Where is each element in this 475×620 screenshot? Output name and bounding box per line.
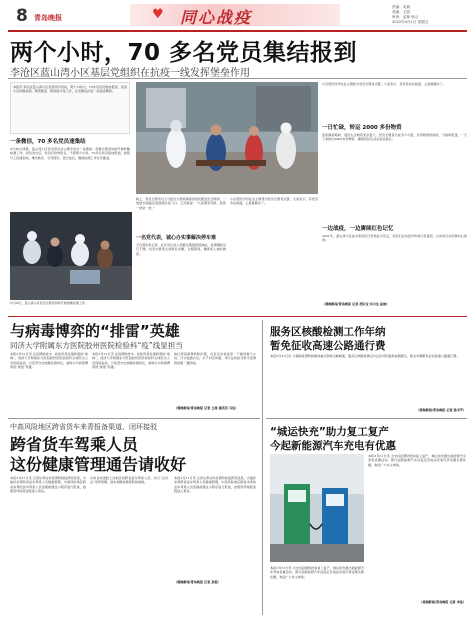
lead-col2-text2: 王玲燕告诉记者，社区有位老人需要定期到医院透析，疫情期间出行不便，党员志愿者主动联系车辆，全程陪同，确保老人按时就医。 [136, 243, 226, 256]
story5-text-2: 本报3月31日讯 为支持疫情防控和复工复产，城运快充推出新能源汽车充电优惠活动，即日起新能源汽车在指定充电站充电可享受服务费优惠，欢迎广大车主体验。 [270, 566, 364, 579]
story4-byline: （观海新闻/青岛晚报 记者 骆书平） [416, 408, 466, 412]
photo-caption: 3月30日，蓝山湾小区党员志愿者协助开展核酸检测工作。 [10, 301, 88, 305]
lead-col4-text: 小区居民纷纷在业主群里为党员志愿者点赞，大家表示，有党员冲在前面，心里就踏实了。 [322, 82, 446, 86]
photo-residents-testing [10, 212, 132, 300]
paper-name: 青岛晚报 [34, 14, 62, 22]
lead-col1-subhead: 一条微信，70 多名党员速集结 [10, 139, 86, 145]
section-name: 同心战疫 [180, 8, 253, 27]
lead-intro: 本报讯 李沧区蓝山湾小区党员闻令而动，两个小时内，70多名党员集结报到，投身小区核酸检测、物资配送、防控值守等工作，让党旗在抗疫一线高高飘扬。 [10, 82, 130, 134]
story2-subtitle: 同济大学附属东方医院胶州医院检验科“疫”线显担当 [10, 341, 183, 350]
editor-text: 责编：吴斌 [392, 5, 410, 9]
story5-text: 本报3月31日讯 为支持疫情防控和复工复产，城运快充推出新能源汽车充电优惠活动，即日起新能源汽车在指定充电站充电可享受服务费优惠，欢迎广大车主体验。 [368, 454, 466, 467]
heart-icon: ♥ [152, 7, 164, 22]
masthead [0, 0, 475, 36]
lead-col2-text: 晚上，党员志愿者们又分批次为居家隔离的居民配送生活物资，一袋袋米面蔬菜送到居民家门口。王玲燕说：“大家都是邻居，能帮一把是一把。” [136, 197, 226, 210]
staff-info [392, 5, 428, 25]
lead-byline: （观海新闻/青岛晚报 记者 胡以宝 实习生 赵雨） [322, 302, 390, 306]
column-divider [262, 320, 263, 615]
story5-title-line-1: “城运快充”助力复工复产 [270, 426, 389, 438]
story5-byline: （观海新闻/青岛晚报 记者 李佳） [419, 600, 466, 604]
art-text: 美编：王丽 [392, 10, 410, 14]
divider [266, 418, 467, 419]
story3-byline: （观海新闻/青岛晚报 记者 孙雯） [174, 580, 221, 584]
lead-column-3 [230, 197, 318, 297]
lead-subtitle: 李沧区蓝山湾小区基层党组织在抗疫一线发挥堡垒作用 [10, 68, 250, 79]
masthead-rule [8, 30, 467, 32]
divider [8, 78, 467, 79]
story4-text: 本报3月31日讯 为保障疫情防控期间重点物资运输畅通，服务区核酸检测点为过往司机提供检测服务，相关车辆暂免征收高速公路通行费。 [270, 354, 460, 358]
story3-title-line-1: 跨省货车驾乘人员 [10, 435, 139, 454]
story2-text-2: 本报3月31日讯 在疫情防控中，检验科是发现病毒的“前哨”，同济大学附属东方医院胶州医院检验科全体医务人员连续奋战，日夜坚守在核酸检测岗位，被称为与病毒博弈的“排雷”英雄。 [92, 352, 170, 370]
photo-volunteers-street [136, 82, 318, 194]
date-text: 2022年4月1日 星期五 [392, 20, 429, 24]
story2-text-1: 本报3月31日讯 在疫情防控中，检验科是发现病毒的“前哨”，同济大学附属东方医院胶州医院检验科全体医务人员连续奋战，日夜坚守在核酸检测岗位，被称为与病毒博弈的“排雷”英雄。 [10, 352, 88, 370]
lead-col1-text: 3月30日清晨，蓝山湾小区党支部在业主群中发出一条微信：需要志愿者协助开展核酸检测工作。消息发出后，党员们纷纷报名，不到两个小时，70多名党员集结报到，按照分工迅速到岗，维持秩序、引导居民、登记信息，确保检测工作有序推进。 [10, 147, 130, 160]
lead-column-1 [10, 82, 130, 209]
lead-col2-subhead: 一名党代表，诚心办实事解决停车难 [136, 235, 217, 241]
lead-col4-subhead-2: 一边战疫，一边赓续红色记忆 [322, 226, 394, 232]
story3-text-1: 本报3月31日讯 记者从青岛市疫情防控指挥部获悉，为做好来青跨省货车驾乘人员健康管理，中高风险地区跨省来青的货车驾乘人员需提前通过小程序进行报备，按照闭环接驳流程进入青岛。 [10, 476, 86, 494]
lead-title: 两个小时，70 多名党员集结报到 [10, 40, 358, 66]
story4-subtitle: 暂免征收高速公路通行费 [270, 340, 386, 352]
story3-text-3: 本报3月31日讯 记者从青岛市疫情防控指挥部获悉，为做好来青跨省货车驾乘人员健康管理，中高风险地区跨省来青的货车驾乘人员需提前通过小程序进行报备，按照闭环接驳流程进入青岛。 [174, 476, 256, 494]
story3-text-2: 对来自或途经上述地区的跨省货车驾乘人员，实行“点对点”闭环管理，落实核酸检测等防控措施。 [90, 476, 168, 485]
page-number: 8 [16, 6, 28, 26]
lead-column-4 [322, 82, 467, 306]
lead-col4-text3: 2021年，蓝山湾小区成为李沧区红色物业示范点，党员们在抗疫中传承红色基因，以实际行动诠释初心使命。 [322, 234, 467, 243]
story3-kicker: 中高风险地区跨省货车来青报备渠道、闭环接驳 [10, 423, 157, 431]
photo-charging-station [270, 454, 364, 562]
divider [8, 418, 260, 419]
lead-col3-text: 小区居民纷纷在业主群里为党员志愿者点赞，大家表示，有党员冲在前面，心里就踏实了。 [230, 197, 318, 206]
story4-title: 服务区核酸检测工作年纳 [270, 326, 386, 338]
story2-byline: （观海新闻/青岛晚报 记者 王涛 通讯员 马洁） [174, 406, 239, 410]
story2-title: 与病毒博弈的“排雷”英雄 [10, 322, 180, 340]
lead-col4-text2: 居家隔离期间，居民生活物资需求量大，党员志愿者分成多个小组，负责物资的接收、分拣和配送，一天下来转运2000多份物资，确保居民生活必需品供应。 [322, 133, 467, 142]
lead-col4-subhead-1: 一日忙碌，转运 2000 多份物资 [322, 125, 402, 131]
story5-title-line-2: 今起新能源汽车充电有优惠 [270, 440, 396, 452]
story2-text-3: 他们穿着厚厚的防护服，在负压实验室里一干就是数个小时，汗水湿透衣衫，从不叫苦叫累，用专业和担当筑牢疫情防控第一道防线。 [174, 352, 256, 365]
proof-text: 审读：孟林 杨云 [392, 15, 419, 19]
section-rule [8, 316, 467, 317]
lead-column-2 [136, 197, 226, 301]
story3-title-line-2: 这份健康管理通告请收好 [10, 455, 187, 474]
